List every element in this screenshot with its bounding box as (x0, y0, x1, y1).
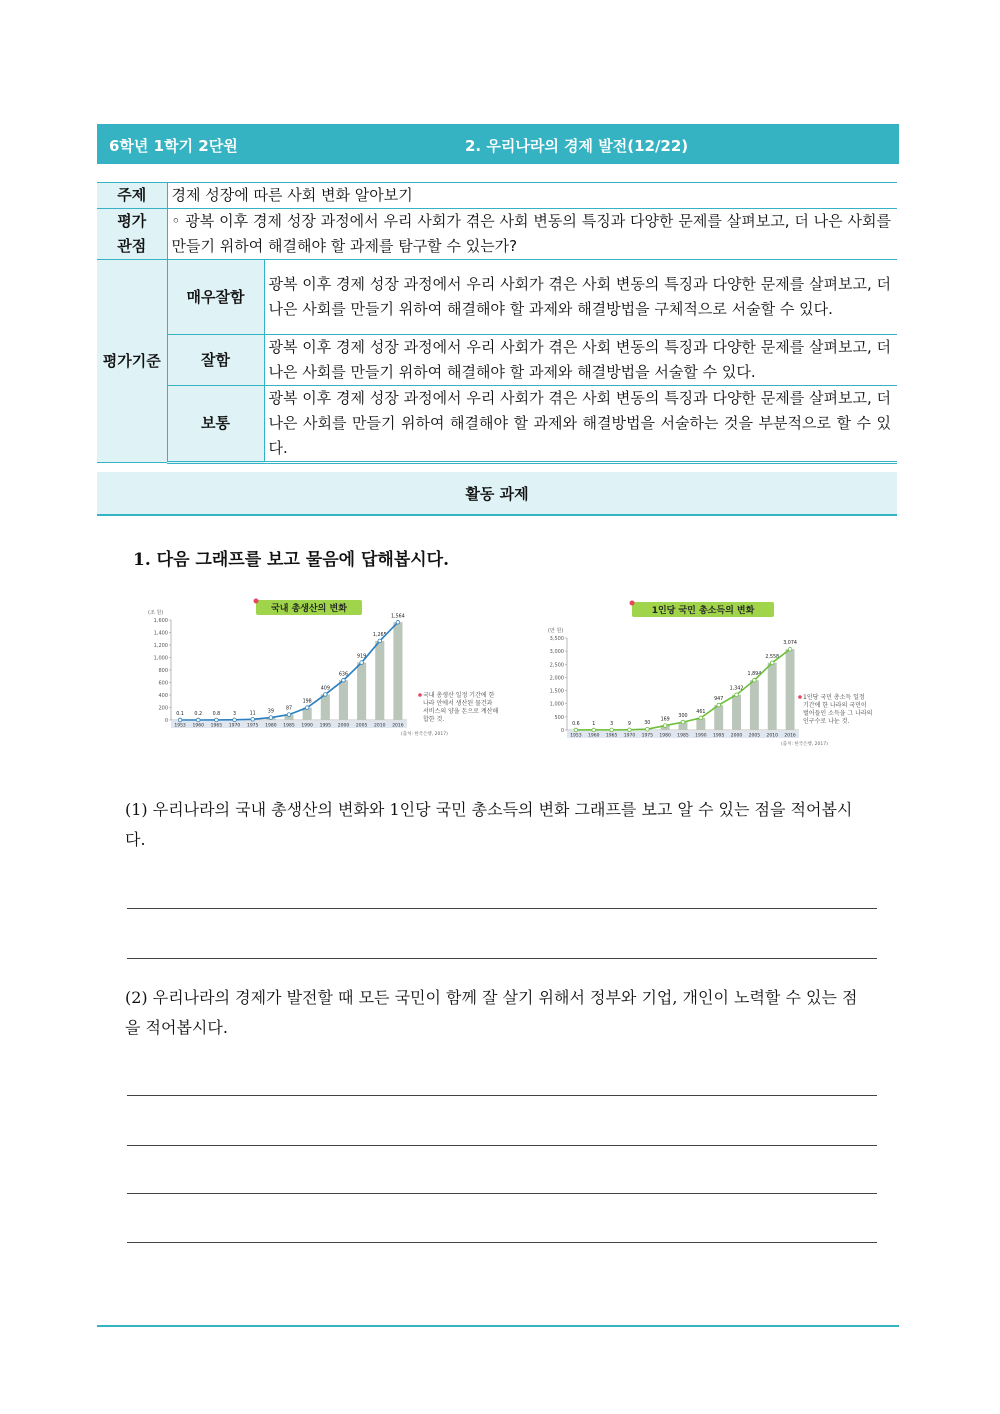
bar (357, 663, 366, 720)
topic-label: 주제 (97, 183, 167, 209)
bar (339, 680, 348, 720)
evaluation-table (97, 182, 897, 464)
note-dot (418, 693, 422, 697)
value-label: 636 (338, 672, 349, 678)
value-label: 30 (644, 721, 651, 727)
answer-line[interactable] (127, 1193, 877, 1194)
value-label: 1,342 (729, 686, 744, 692)
answer-line[interactable] (127, 958, 877, 959)
x-tick-label: 1953 (174, 723, 186, 729)
y-tick-label: 1,000 (153, 655, 168, 662)
y-tick-label: 500 (554, 714, 564, 721)
value-label: 461 (696, 709, 706, 715)
data-point (592, 728, 596, 732)
data-point (681, 720, 685, 724)
chart-note (803, 693, 872, 725)
bar (393, 622, 402, 720)
bar (768, 663, 777, 730)
bar (750, 680, 759, 730)
y-tick-label: 400 (158, 693, 168, 699)
chart-note-line: 합한 것. (423, 716, 445, 723)
chart-title: 국내 총생산의 변화 (271, 604, 347, 614)
value-label: 87 (285, 706, 293, 712)
footer-line (97, 1325, 899, 1327)
value-label: 1,564 (391, 614, 405, 620)
gdp-chart-svg (145, 598, 505, 758)
x-tick-label: 1980 (265, 723, 277, 729)
viewpoint-text: ◦ 광복 이후 경제 성장 과정에서 우리 사회가 겪은 사회 변동의 특징과 다양한 문제를 살펴보고, 더 나은 사회를 만들기 위하여 해결해야 할 과제를 탐구할 수 있는가? (167, 209, 897, 260)
chart-note-line: 서비스의 양을 돈으로 계산해 (423, 708, 499, 715)
criteria-row-normal (97, 386, 897, 463)
value-label: 3 (233, 711, 237, 717)
y-tick-label: 600 (158, 680, 168, 687)
x-tick-label: 1995 (712, 733, 725, 739)
sub-question-2-text: (2) 우리나라의 경제가 발전할 때 모든 국민이 함께 잘 살기 위해서 정부와 기업, 개인이 노력할 수 있는 점을 적어봅시다. (125, 988, 858, 1037)
x-tick-label: 1960 (588, 733, 600, 739)
y-tick-label: 3,500 (549, 636, 564, 642)
y-tick-label: 0 (164, 718, 168, 724)
data-point (324, 693, 328, 697)
header-bar (97, 124, 899, 164)
data-point (646, 727, 650, 731)
data-point (360, 661, 364, 665)
data-point (305, 706, 309, 710)
value-label: 1 (592, 721, 596, 727)
data-point (178, 718, 182, 722)
x-tick-label: 1975 (246, 723, 259, 729)
x-tick-label: 1965 (210, 723, 223, 729)
x-tick-label: 1985 (677, 733, 689, 739)
x-tick-label: 1965 (605, 733, 618, 739)
criteria-row-excellent (97, 260, 897, 335)
value-label: 3,074 (783, 641, 797, 647)
chart-title: 1인당 국민 총소득의 변화 (651, 606, 755, 616)
bar (714, 705, 723, 730)
chart-note-line: 기간에 한 나라의 국민이 (803, 702, 867, 709)
y-tick-label: 1,600 (153, 618, 168, 624)
criteria-text: 광복 이후 경제 성장 과정에서 우리 사회가 겪은 사회 변동의 특징과 다양한 문제를 살펴보고, 더 나은 사회를 만들기 위하여 해결해야 할 과제와 해결방법을 서술할 수 있다. (264, 335, 897, 386)
question-1-title: 1. 다음 그래프를 보고 물음에 답해봅시다. (133, 550, 450, 570)
x-tick-label: 1953 (570, 733, 582, 739)
data-point (233, 718, 237, 722)
data-point (770, 661, 774, 665)
value-label: 1,265 (372, 632, 387, 638)
criteria-text: 광복 이후 경제 성장 과정에서 우리 사회가 겪은 사회 변동의 특징과 다양한 문제를 살펴보고, 더 나은 사회를 만들기 위하여 해결해야 할 과제와 해결방법을 구체적으로 서술할 수 있다. (264, 260, 897, 335)
value-label: 947 (714, 697, 724, 703)
data-point (699, 716, 703, 720)
criteria-level: 잘함 (167, 335, 264, 386)
bar (786, 649, 795, 730)
gni-chart (545, 600, 885, 760)
data-point (610, 728, 614, 732)
y-tick-label: 1,000 (549, 701, 564, 708)
x-tick-label: 2016 (392, 723, 404, 729)
value-label: 39 (267, 709, 274, 715)
x-tick-label: 2000 (730, 733, 743, 739)
chart-note-line: 인구수로 나눈 것. (803, 718, 850, 725)
answer-line[interactable] (127, 1242, 877, 1243)
data-point (753, 678, 757, 682)
data-point (717, 703, 721, 707)
bar (732, 695, 741, 730)
chart-note (423, 691, 498, 723)
data-point (215, 718, 219, 722)
data-point (269, 716, 273, 720)
x-tick-label: 2005 (748, 733, 761, 739)
chart-ylabel: (조 원) (148, 610, 164, 616)
chart-note-line: 나라 안에서 생산된 물건과 (423, 700, 493, 707)
x-tick-label: 2005 (355, 723, 368, 729)
x-tick-label: 2000 (337, 723, 350, 729)
chart-source: (출처: 한국은행, 2017) (781, 742, 828, 747)
value-label: 2,558 (765, 654, 780, 660)
data-point (196, 718, 200, 722)
chart-title-dot (630, 601, 635, 606)
data-point (378, 639, 382, 643)
data-point (251, 718, 255, 722)
sub-question-1-text: (1) 우리나라의 국내 총생산의 변화와 1인당 국민 총소득의 변화 그래프를 보고 알 수 있는 점을 적어봅시다. (125, 800, 853, 849)
x-tick-label: 2010 (374, 723, 386, 729)
criteria-row-good (97, 335, 897, 386)
criteria-level: 매우잘함 (167, 260, 264, 335)
gdp-chart (145, 598, 505, 758)
value-label: 300 (678, 714, 688, 720)
criteria-label: 평가기준 (97, 260, 167, 463)
y-tick-label: 200 (158, 705, 168, 712)
data-point (788, 647, 792, 651)
value-label: 409 (320, 686, 330, 692)
value-label: 11 (249, 711, 256, 717)
value-label: 919 (357, 654, 367, 660)
x-tick-label: 1985 (283, 723, 295, 729)
chart-note-line: 국내 총생산 일정 기간에 한 (423, 692, 495, 699)
x-tick-label: 1975 (641, 733, 654, 739)
data-point (628, 728, 632, 732)
value-label: 3 (610, 721, 614, 727)
gni-chart-svg (545, 600, 885, 760)
lesson-title: 2. 우리나라의 경제 발전(12/22) (465, 137, 689, 155)
value-label: 0.8 (212, 711, 221, 717)
x-tick-label: 1990 (695, 733, 707, 739)
data-point (735, 693, 739, 697)
x-tick-label: 1970 (228, 723, 241, 729)
y-tick-label: 0 (560, 728, 564, 734)
x-tick-label: 2010 (766, 733, 778, 739)
sub-question-1 (125, 795, 870, 855)
viewpoint-label (97, 209, 167, 260)
value-label: 9 (627, 721, 631, 727)
y-tick-label: 2,000 (549, 675, 564, 682)
x-tick-label: 2016 (784, 733, 796, 739)
x-tick-label: 1980 (659, 733, 671, 739)
criteria-text: 광복 이후 경제 성장 과정에서 우리 사회가 겪은 사회 변동의 특징과 다양한 문제를 살펴보고, 더 나은 사회를 만들기 위하여 해결해야 할 과제와 해결방법을 서술하는 것을 부분적으로 할 수 있다. (264, 386, 897, 463)
chart-ylabel: (만 원) (548, 628, 564, 634)
value-label: 1,894 (747, 672, 762, 678)
answer-line[interactable] (127, 1095, 877, 1096)
value-label: 198 (302, 699, 312, 705)
y-tick-label: 1,500 (549, 688, 564, 695)
chart-source: (출처: 한국은행, 2017) (401, 732, 448, 737)
activity-header: 활동 과제 (97, 472, 897, 516)
topic-row (97, 183, 897, 209)
data-point (287, 713, 291, 717)
x-tick-label: 1990 (301, 723, 313, 729)
unit-label: 6학년 1학기 2단원 (109, 137, 238, 155)
note-dot (798, 695, 802, 699)
bar (375, 641, 384, 720)
topic-text: 경제 성장에 따른 사회 변화 알아보기 (167, 183, 897, 209)
criteria-level: 보통 (167, 386, 264, 463)
value-label: 0.1 (176, 711, 184, 717)
y-tick-label: 800 (158, 668, 168, 674)
y-tick-label: 3,000 (549, 649, 564, 656)
value-label: 0.2 (194, 711, 203, 717)
data-point (342, 678, 346, 682)
x-tick-label: 1995 (319, 723, 332, 729)
chart-note-line: 1인당 국민 총소득 일정 (803, 694, 865, 701)
x-tick-label: 1960 (192, 723, 204, 729)
viewpoint-row (97, 209, 897, 260)
data-point (396, 620, 400, 624)
y-tick-label: 1,200 (153, 643, 168, 649)
sub-question-2 (125, 983, 870, 1043)
answer-line[interactable] (127, 908, 877, 909)
y-tick-label: 2,500 (549, 662, 564, 669)
value-label: 0.6 (572, 721, 580, 727)
chart-title-dot (254, 599, 259, 604)
value-label: 169 (660, 717, 670, 723)
bar (321, 694, 330, 720)
data-point (663, 724, 667, 728)
data-point (574, 728, 578, 732)
chart-note-line: 벌어들인 소득을 그 나라의 (803, 710, 873, 717)
viewpoint-label-line-1: 평가 (117, 212, 147, 230)
viewpoint-label-line-2: 관점 (117, 237, 147, 255)
x-tick-label: 1970 (623, 733, 636, 739)
y-tick-label: 1,400 (153, 630, 168, 637)
answer-line[interactable] (127, 1145, 877, 1146)
